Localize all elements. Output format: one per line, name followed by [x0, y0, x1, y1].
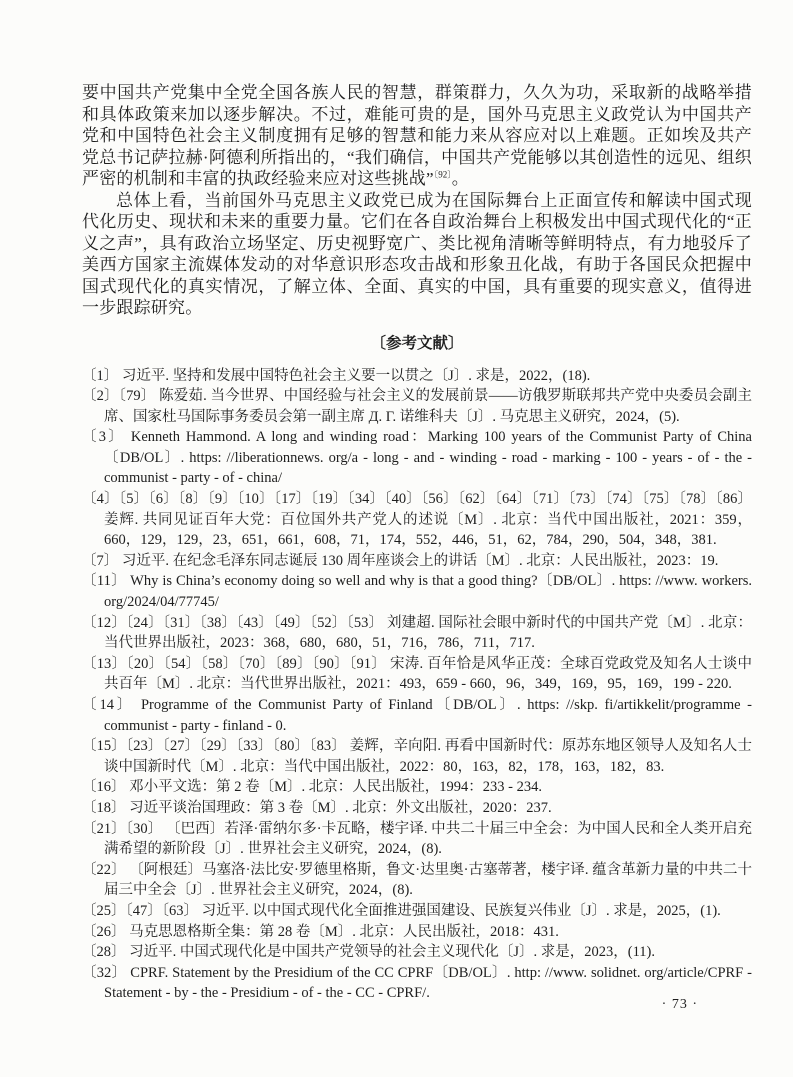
reference-item: 〔12〕〔24〕〔31〕〔38〕〔43〕〔49〕〔52〕〔53〕 刘建超. 国际社会眼中新时代的中国共产党〔M〕. 北京：当代世界出版社，2023：368，680，680，51，716，786，711，717.	[82, 614, 752, 652]
reference-item: 〔22〕 〔阿根廷〕马塞洛·法比安·罗德里格斯，鲁文·达里奥·古塞蒂著，楼宇译. 蕴含革新力量的中共二十届三中全会〔J〕. 世界社会主义研究，2024，(8).	[82, 861, 752, 899]
paragraph-tail: 。	[451, 169, 469, 188]
reference-item: 〔28〕 习近平. 中国式现代化是中国共产党领导的社会主义现代化〔J〕. 求是，2023，(11).	[82, 944, 656, 961]
references-heading: 〔参考文献〕	[370, 334, 464, 352]
reference-item: 〔21〕〔30〕 〔巴西〕若泽·雷纳尔多·卡瓦略，楼宇译. 中共二十届三中全会：为中国人民和全人类开启充满希望的新阶段〔J〕. 世界社会主义研究，2024，(8).	[82, 820, 752, 858]
reference-item: 〔13〕〔20〕〔54〕〔58〕〔70〕〔89〕〔90〕〔91〕 宋涛. 百年恰是风华正茂：全球百党政党及知名人士谈中共百年〔M〕. 北京：当代世界出版社，2021：493，659 - 660，96，349，169，95，169，199 - 220.	[82, 655, 752, 693]
references-list	[82, 366, 752, 1004]
reference-item: 〔4〕〔5〕〔6〕〔8〕〔9〕〔10〕〔17〕〔19〕〔34〕〔40〕〔56〕〔62〕〔64〕〔71〕〔73〕〔74〕〔75〕〔78〕〔86〕 姜辉. 共同见证百年大党：百位国外共产党人的述说〔M〕. 北京：当代中国出版社，2021：359，660，129，129，23，651，661，608，71，174，552，446，51，62，784，290，504，348，381.	[82, 491, 752, 549]
paragraph-text: 要中国共产党集中全党全国各族人民的智慧，群策群力，久久为功，采取新的战略举措和具体政策来加以逐步解决。不过，难能可贵的是，国外马克思主义政党认为中国共产党和中国特色社会主义制度拥有足够的智慧和能力来从容应对以上难题。正如埃及共产党总书记萨拉赫·阿德利所指出的，“我们确信，中国共产党能够以其创造性的远见、组织严密的机制和丰富的执政经验来应对这些挑战”	[82, 83, 752, 188]
reference-item: 〔7〕 习近平. 在纪念毛泽东同志诞辰 130 周年座谈会上的讲话〔M〕. 北京：人民出版社，2023：19.	[82, 552, 719, 569]
reference-item: 〔16〕 邓小平文选：第 2 卷〔M〕. 北京：人民出版社，1994：233 - 234.	[82, 779, 542, 796]
reference-item: 〔32〕 CPRF. Statement by the Presidium of the CC CPRF〔DB/OL〕. http: //www. solidnet. org/article/CPRF - Statement - by - the - Presidium - of - the - CC - CPRF/.	[82, 964, 752, 1002]
citation-marker-92: 〔92〕	[433, 169, 452, 180]
body-paragraph-continued	[82, 82, 752, 190]
reference-item: 〔2〕〔79〕 陈爱茹. 当今世界、中国经验与社会主义的发展前景——访俄罗斯联邦共产党中央委员会副主席、国家杜马国际事务委员会第一副主席 Д. Г. 诺维科夫〔J〕. 马克思主义研究，2024，(5).	[82, 388, 752, 425]
reference-item: 〔3〕 Kenneth Hammond. A long and winding road：Marking 100 years of the Communist Party of China〔DB/OL〕. https: //liberationnews. org/a - long - and - winding - road - marking - 100 - years - of - the - communist - party - of - china/	[82, 429, 752, 487]
reference-item: 〔14〕 Programme of the Communist Party of Finland〔DB/OL〕. https: //skp. fi/artikkelit/programme - communist - party - finland - 0.	[82, 697, 752, 734]
reference-item: 〔25〕〔47〕〔63〕 习近平. 以中国式现代化全面推进强国建设、民族复兴伟业〔J〕. 求是，2025，(1).	[82, 902, 721, 919]
reference-item: 〔1〕 习近平. 坚持和发展中国特色社会主义要一以贯之〔J〕. 求是，2022，(18).	[82, 367, 591, 384]
reference-item: 〔11〕 Why is China’s economy doing so well and why is that a good thing?〔DB/OL〕. https: //www. workers. org/2024/04/77745/	[82, 573, 752, 611]
body-paragraph-conclusion: 总体上看，当前国外马克思主义政党已成为在国际舞台上正面宣传和解读中国式现代化历史、现状和未来的重要力量。它们在各自政治舞台上积极发出中国式现代化的“正义之声”，具有政治立场坚定、历史视野宽广、类比视角清晰等鲜明特点，有力地驳斥了美西方国家主流媒体发动的对华意识形态攻击战和形象丑化战，有助于各国民众把握中国式现代化的真实情况，了解立体、全面、真实的中国，具有重要的现实意义，值得进一步跟踪研究。	[82, 190, 752, 317]
reference-item: 〔15〕〔23〕〔27〕〔29〕〔33〕〔80〕〔83〕 姜辉，辛向阳. 再看中国新时代：原苏东地区领导人及知名人士谈中国新时代〔M〕. 北京：当代中国出版社，2022：80，163，82，178，163，182，83.	[82, 738, 752, 775]
reference-item: 〔18〕 习近平谈治国理政：第 3 卷〔M〕. 北京：外文出版社，2020：237.	[82, 799, 552, 816]
page-number: · 73 ·	[661, 997, 698, 1012]
reference-item: 〔26〕 马克思恩格斯全集：第 28 卷〔M〕. 北京：人民出版社，2018：431.	[82, 923, 559, 940]
